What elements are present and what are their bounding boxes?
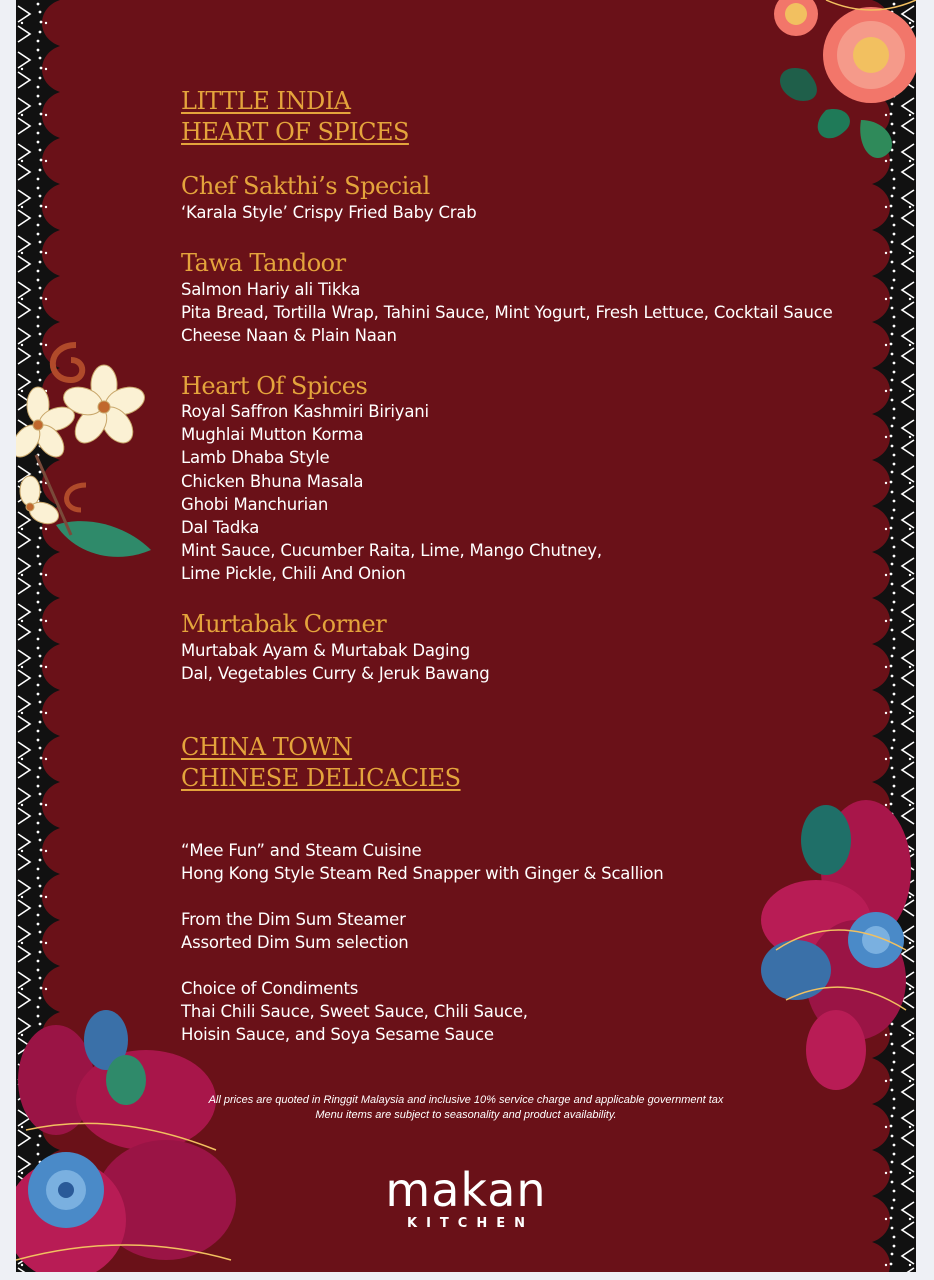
list-item: Hong Kong Style Steam Red Snapper with Ginger & Scallion [181,864,664,884]
list-item: Chicken Bhuna Masala [181,471,364,491]
list-item: From the Dim Sum Steamer [181,910,406,929]
footnote-line-1: All prices are quoted in Ringgit Malaysia and inclusive 10% service charge and applicable government tax [208,1094,724,1106]
category-chef-special: Chef Sakthi’s Special [181,172,430,200]
bottom-flower-icon [16,1010,236,1272]
list-item: Pita Bread, Tortilla Wrap, Tahini Sauce, Mint Yogurt, Fresh Lettuce, Cocktail Sauce [181,303,833,323]
category-tawa-tandoor: Tawa Tandoor [181,249,346,277]
price-footnote [16,1093,916,1123]
menu-page [16,0,916,1272]
footnote-line-2: Menu items are subject to seasonality and product availability. [315,1109,617,1121]
chinese-group-2 [181,908,409,954]
list-item: Lime Pickle, Chili And Onion [181,564,406,584]
list-item: Dal Tadka [181,518,260,538]
chinese-group-3 [181,977,528,1047]
list-item: Hoisin Sauce, and Soya Sesame Sauce [181,1025,494,1045]
section-title-little-india: LITTLE INDIA HEART OF SPICES [181,87,409,146]
category-heart-of-spices: Heart Of Spices [181,372,368,400]
list-item: Royal Saffron Kashmiri Biriyani [181,402,429,421]
list-item: Ghobi Manchurian [181,494,329,514]
list-item: ‘Karala Style’ Crispy Fried Baby Crab [181,203,477,222]
tawa-tandoor-items [181,278,833,348]
list-item: Mughlai Mutton Korma [181,425,364,445]
list-item: Assorted Dim Sum selection [181,933,409,953]
list-item: Mint Sauce, Cucumber Raita, Lime, Mango Chutney, [181,541,602,561]
magenta-flower-icon [756,800,916,1090]
list-item: “Mee Fun” and Steam Cuisine [181,841,422,860]
heart-of-spices-items [181,400,602,586]
list-item: Dal, Vegetables Curry & Jeruk Bawang [181,664,490,684]
list-item: Salmon Hariy ali Tikka [181,280,361,299]
orange-flower-icon [766,0,916,180]
list-item: Murtabak Ayam & Murtabak Daging [181,641,470,660]
list-item: Cheese Naan & Plain Naan [181,326,397,346]
chinese-group-1 [181,839,664,885]
list-item: Choice of Condiments [181,979,359,998]
category-murtabak-corner: Murtabak Corner [181,610,387,638]
chef-special-items [181,201,477,224]
logo-subtitle: KITCHEN [407,1216,534,1231]
logo-word: makan [385,1163,547,1217]
list-item: Lamb Dhaba Style [181,448,330,468]
section-title-china-town: CHINA TOWN CHINESE DELICACIES [181,733,461,792]
cream-flower-icon [16,335,156,575]
list-item: Thai Chili Sauce, Sweet Sauce, Chili Sauce, [181,1002,528,1022]
makan-kitchen-logo [16,1163,916,1231]
murtabak-corner-items [181,639,490,685]
